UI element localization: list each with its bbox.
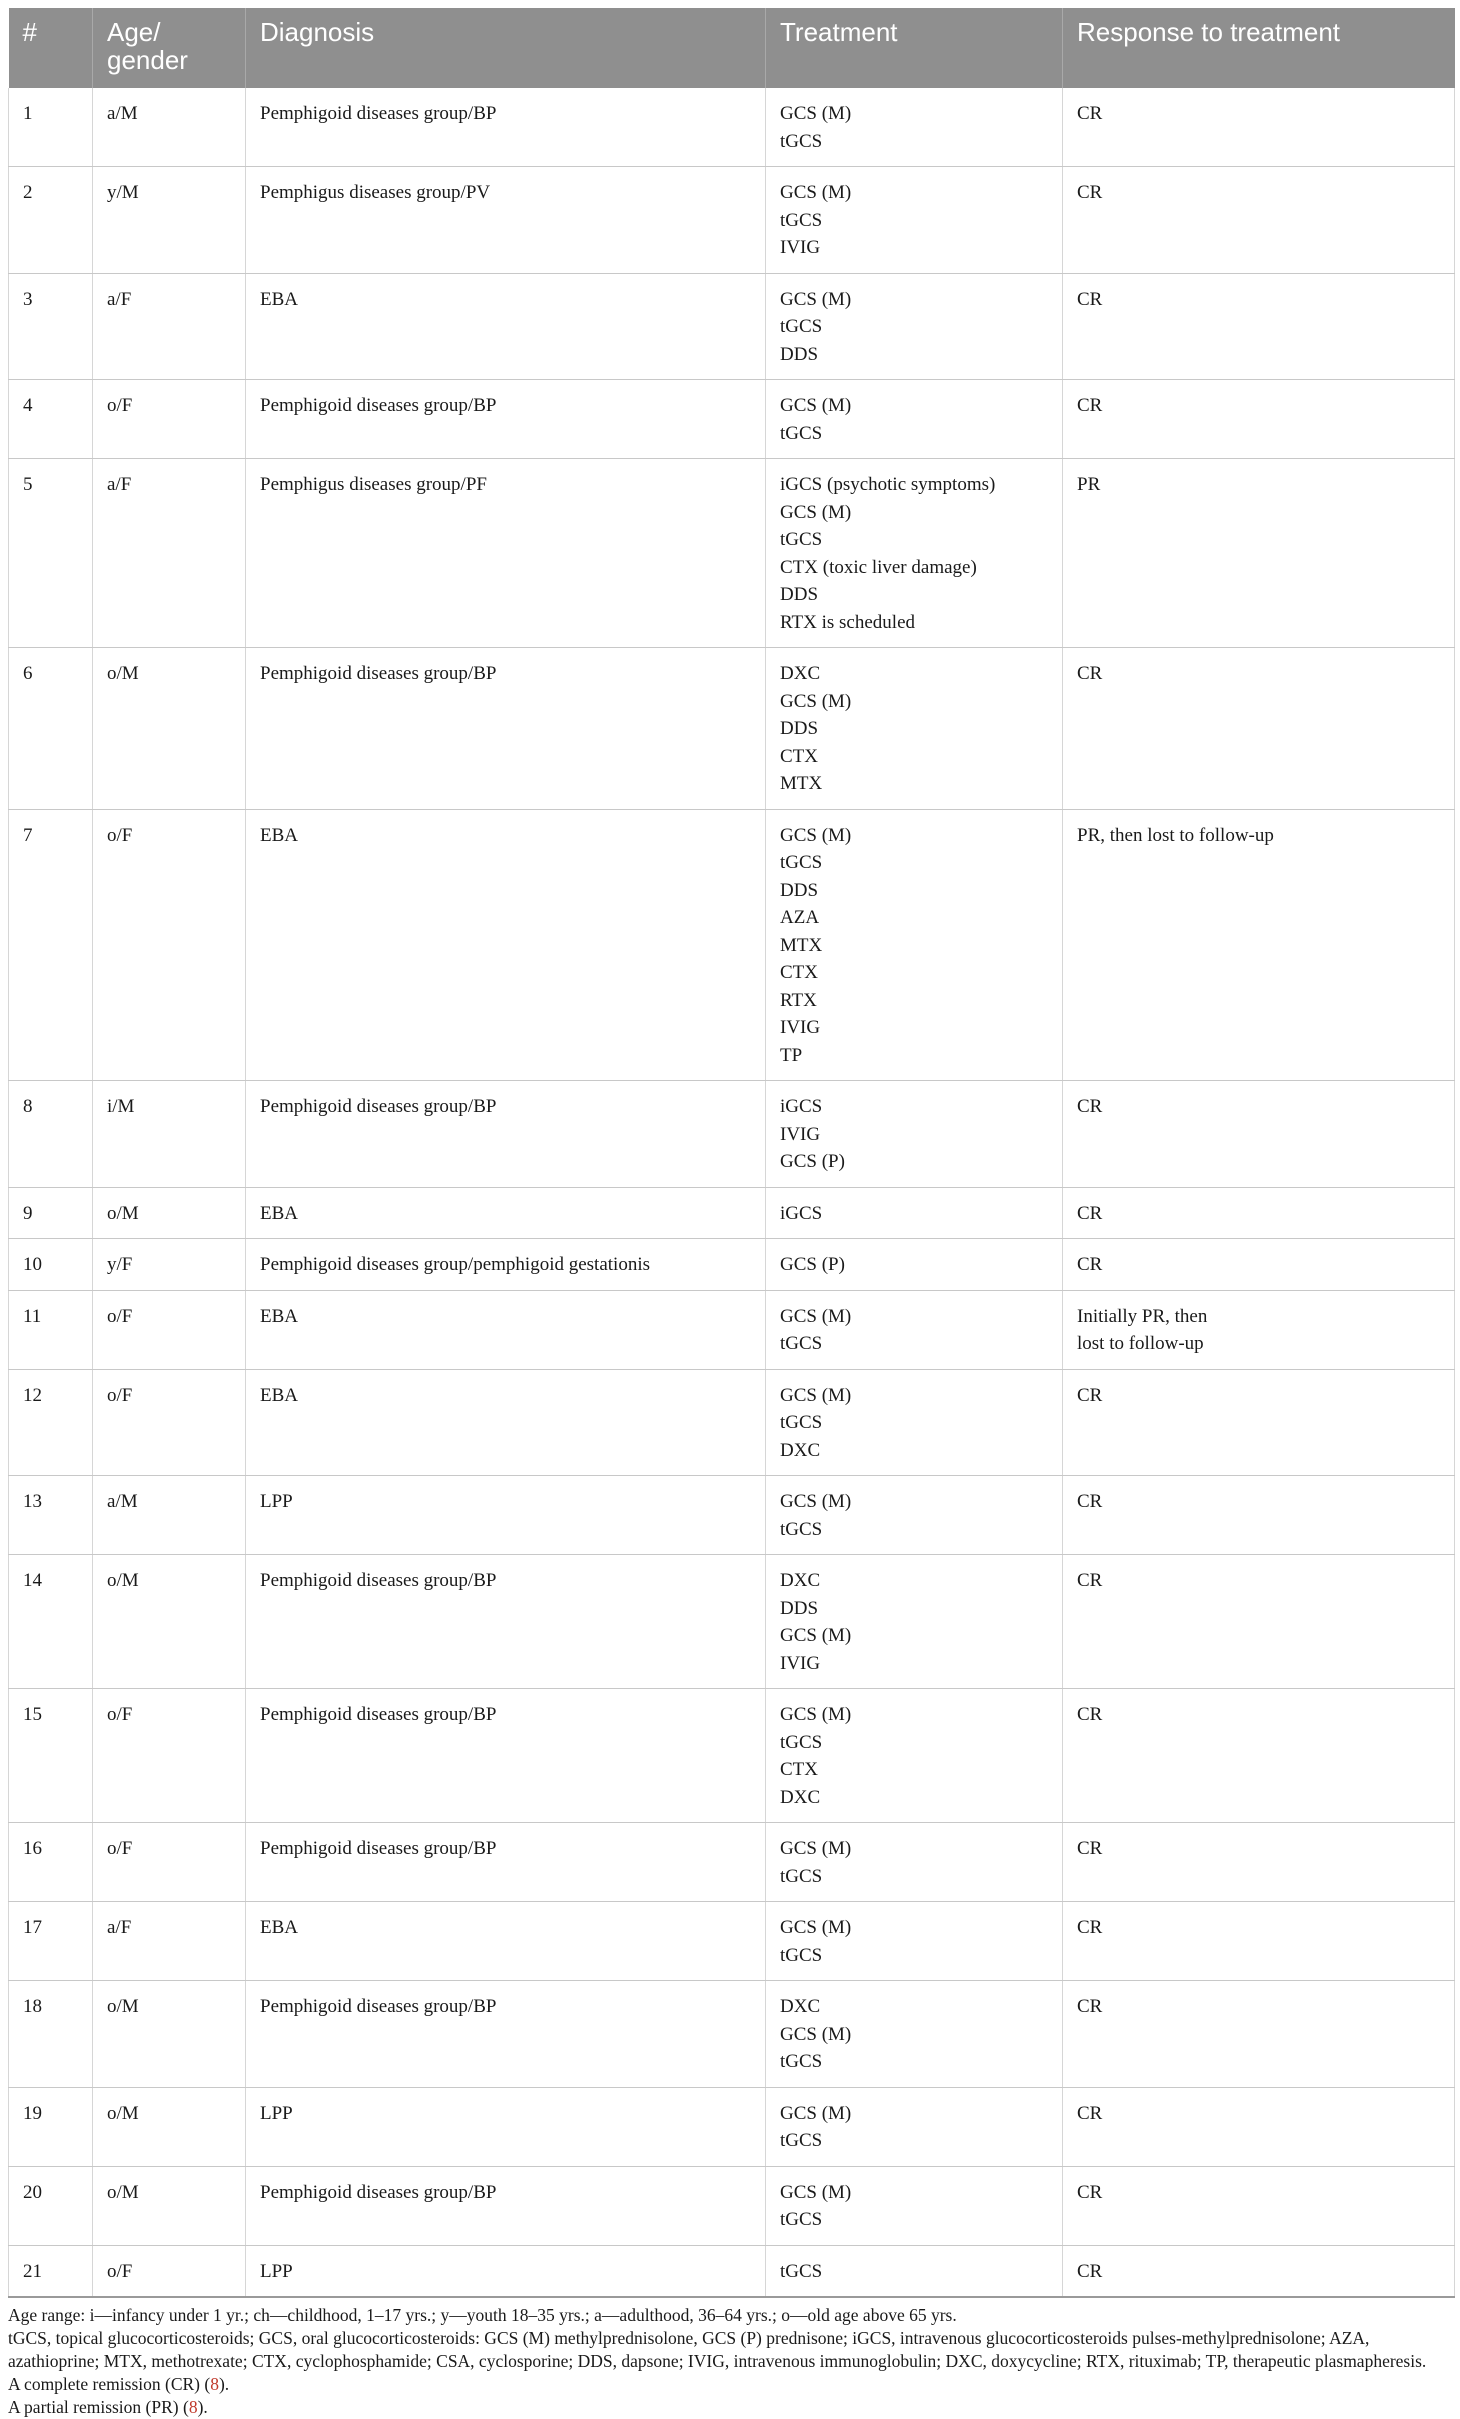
treatment-item: IVIG bbox=[780, 1123, 821, 1145]
table-row bbox=[9, 1981, 1455, 2088]
treatment-item: IVIG bbox=[780, 1017, 821, 1038]
table-row bbox=[9, 1081, 1455, 1188]
table-row bbox=[9, 88, 1455, 167]
treatment-item: MTX bbox=[780, 773, 823, 794]
cell-number: 6 bbox=[9, 648, 93, 810]
treatment-item: DDS bbox=[780, 1597, 819, 1619]
response-text: CR bbox=[1077, 2102, 1103, 2124]
treatment-item: GCS (M) bbox=[780, 1917, 852, 1938]
cell-response bbox=[1063, 1689, 1455, 1823]
table-row bbox=[9, 1476, 1455, 1555]
cell-treatment bbox=[766, 1555, 1063, 1689]
cell-age-gender: a/F bbox=[93, 273, 246, 380]
cell-number: 9 bbox=[9, 1187, 93, 1239]
table-row bbox=[9, 380, 1455, 459]
treatment-item: tGCS bbox=[780, 1865, 823, 1887]
response-text: PR bbox=[1077, 474, 1101, 495]
cell-treatment bbox=[766, 1823, 1063, 1902]
cell-response bbox=[1063, 459, 1455, 648]
treatment-item: iGCS bbox=[780, 1096, 823, 1117]
cell-treatment bbox=[766, 648, 1063, 810]
response-text: CR bbox=[1077, 103, 1103, 124]
cell-number: 11 bbox=[9, 1290, 93, 1369]
header-treatment: Treatment bbox=[766, 8, 1063, 88]
cell-age-gender: o/M bbox=[93, 1981, 246, 2088]
treatment-item: DDS bbox=[780, 343, 819, 365]
treatment-item: DXC bbox=[780, 1996, 821, 2017]
treatment-item: GCS (M) bbox=[780, 182, 852, 203]
cell-response bbox=[1063, 1187, 1455, 1239]
cell-number: 15 bbox=[9, 1689, 93, 1823]
table-row bbox=[9, 648, 1455, 810]
cell-number: 16 bbox=[9, 1823, 93, 1902]
cell-age-gender: a/M bbox=[93, 88, 246, 167]
cell-response bbox=[1063, 273, 1455, 380]
patients-table bbox=[8, 8, 1455, 2298]
cell-response bbox=[1063, 1290, 1455, 1369]
treatment-item: tGCS bbox=[780, 1944, 823, 1966]
cell-treatment bbox=[766, 88, 1063, 167]
cell-diagnosis: Pemphigoid diseases group/BP bbox=[246, 1081, 766, 1188]
treatment-item: tGCS bbox=[780, 852, 823, 873]
cell-number: 3 bbox=[9, 273, 93, 380]
cell-treatment bbox=[766, 2087, 1063, 2166]
treatment-item: DXC bbox=[780, 663, 821, 684]
table-row bbox=[9, 1187, 1455, 1239]
header-response: Response to treatment bbox=[1063, 8, 1455, 88]
cell-age-gender: o/M bbox=[93, 1187, 246, 1239]
response-text: Initially PR, then bbox=[1077, 1305, 1208, 1327]
treatment-item: tGCS bbox=[780, 1518, 823, 1540]
cell-response bbox=[1063, 2087, 1455, 2166]
response-text: CR bbox=[1077, 288, 1103, 310]
cell-age-gender: a/M bbox=[93, 1476, 246, 1555]
response-text: CR bbox=[1077, 1096, 1103, 1117]
table-row bbox=[9, 2245, 1455, 2297]
cell-treatment bbox=[766, 1239, 1063, 1291]
cell-age-gender: o/M bbox=[93, 648, 246, 810]
cell-age-gender: y/M bbox=[93, 167, 246, 274]
cell-diagnosis: Pemphigoid diseases group/BP bbox=[246, 1555, 766, 1689]
cell-age-gender: a/F bbox=[93, 1902, 246, 1981]
treatment-item: GCS (M) bbox=[780, 288, 852, 310]
header-diagnosis: Diagnosis bbox=[246, 8, 766, 88]
response-text: CR bbox=[1077, 2260, 1103, 2282]
cell-treatment bbox=[766, 459, 1063, 648]
table-row bbox=[9, 2087, 1455, 2166]
treatment-item: GCS (M) bbox=[780, 1491, 852, 1512]
treatment-item: DDS bbox=[780, 584, 819, 605]
treatment-item: GCS (P) bbox=[780, 1151, 845, 1172]
cell-response bbox=[1063, 2245, 1455, 2297]
table-row bbox=[9, 167, 1455, 274]
cell-response bbox=[1063, 1081, 1455, 1188]
treatment-item: IVIG bbox=[780, 237, 821, 258]
cell-response bbox=[1063, 167, 1455, 274]
treatment-item: tGCS bbox=[780, 130, 823, 152]
treatment-item: tGCS bbox=[780, 1731, 823, 1753]
cell-treatment bbox=[766, 1187, 1063, 1239]
cell-response bbox=[1063, 1476, 1455, 1555]
response-text: CR bbox=[1077, 1838, 1103, 1859]
cell-diagnosis: Pemphigus diseases group/PV bbox=[246, 167, 766, 274]
cell-number: 20 bbox=[9, 2166, 93, 2245]
cell-treatment bbox=[766, 380, 1063, 459]
cell-response bbox=[1063, 1823, 1455, 1902]
treatment-item: DXC bbox=[780, 1570, 821, 1591]
cell-age-gender: o/F bbox=[93, 809, 246, 1081]
cell-number: 5 bbox=[9, 459, 93, 648]
treatment-item: GCS (M) bbox=[780, 103, 852, 124]
response-text: CR bbox=[1077, 395, 1103, 416]
treatment-item: RTX is scheduled bbox=[780, 611, 916, 633]
cell-diagnosis: EBA bbox=[246, 1369, 766, 1476]
treatment-item: DXC bbox=[780, 1439, 821, 1461]
footnote-cr-text: A complete remission (CR) ( bbox=[8, 2374, 211, 2394]
cell-diagnosis: EBA bbox=[246, 809, 766, 1081]
cell-response bbox=[1063, 809, 1455, 1081]
cell-response bbox=[1063, 1981, 1455, 2088]
footnote-partial-remission bbox=[8, 2396, 1454, 2419]
footnote-pr-text: A partial remission (PR) ( bbox=[8, 2397, 189, 2417]
cell-diagnosis: LPP bbox=[246, 2245, 766, 2297]
treatment-item: GCS (P) bbox=[780, 1254, 845, 1275]
cell-number: 18 bbox=[9, 1981, 93, 2088]
table-row bbox=[9, 1823, 1455, 1902]
table-body bbox=[9, 88, 1455, 2297]
footnote-pr-end: ). bbox=[197, 2397, 208, 2417]
cell-treatment bbox=[766, 1081, 1063, 1188]
cell-diagnosis: Pemphigoid diseases group/BP bbox=[246, 1823, 766, 1902]
table-footnotes bbox=[8, 2304, 1454, 2419]
treatment-item: tGCS bbox=[780, 1412, 823, 1433]
cell-number: 8 bbox=[9, 1081, 93, 1188]
response-text: CR bbox=[1077, 1996, 1103, 2017]
cell-treatment bbox=[766, 167, 1063, 274]
treatment-item: tGCS bbox=[780, 2051, 823, 2072]
cell-treatment bbox=[766, 1369, 1063, 1476]
table-row bbox=[9, 1369, 1455, 1476]
treatment-item: GCS (M) bbox=[780, 690, 852, 712]
cell-number: 7 bbox=[9, 809, 93, 1081]
cell-treatment bbox=[766, 2166, 1063, 2245]
response-text: CR bbox=[1077, 1917, 1103, 1938]
cell-response bbox=[1063, 648, 1455, 810]
treatment-item: CTX bbox=[780, 745, 818, 767]
cell-number: 4 bbox=[9, 380, 93, 459]
table-header-row bbox=[9, 8, 1455, 88]
cell-age-gender: i/M bbox=[93, 1081, 246, 1188]
cell-number: 19 bbox=[9, 2087, 93, 2166]
treatment-item: GCS (M) bbox=[780, 1305, 852, 1327]
response-text: CR bbox=[1077, 2181, 1103, 2203]
treatment-item: CTX bbox=[780, 1759, 818, 1780]
treatment-item: iGCS (psychotic symptoms) bbox=[780, 474, 996, 495]
cell-diagnosis: Pemphigoid diseases group/pemphigoid gestationis bbox=[246, 1239, 766, 1291]
footnote-age-range: Age range: i—infancy under 1 yr.; ch—childhood, 1–17 yrs.; y—youth 18–35 yrs.; a—adulthood, 36–64 yrs.; o—old age above 65 yrs. bbox=[8, 2305, 957, 2325]
cell-number: 21 bbox=[9, 2245, 93, 2297]
cell-diagnosis: EBA bbox=[246, 1187, 766, 1239]
header-age-gender: Age/ gender bbox=[93, 8, 246, 88]
treatment-item: tGCS bbox=[780, 2130, 823, 2151]
cell-age-gender: o/F bbox=[93, 2245, 246, 2297]
cell-age-gender: o/F bbox=[93, 1369, 246, 1476]
table-row bbox=[9, 1239, 1455, 1291]
treatment-item: GCS (M) bbox=[780, 395, 852, 416]
cell-age-gender: o/F bbox=[93, 1689, 246, 1823]
treatment-item: RTX bbox=[780, 989, 817, 1011]
cell-age-gender: y/F bbox=[93, 1239, 246, 1291]
response-text: CR bbox=[1077, 1254, 1103, 1275]
cell-treatment bbox=[766, 2245, 1063, 2297]
cell-response bbox=[1063, 1239, 1455, 1291]
footnote-cr-end: ). bbox=[218, 2374, 230, 2394]
cell-number: 1 bbox=[9, 88, 93, 167]
cell-treatment bbox=[766, 1689, 1063, 1823]
document-page bbox=[8, 8, 1454, 2419]
treatment-item: AZA bbox=[780, 907, 820, 928]
treatment-item: DDS bbox=[780, 718, 819, 739]
reference-link[interactable]: 8 bbox=[188, 2397, 198, 2417]
cell-response bbox=[1063, 1902, 1455, 1981]
cell-number: 17 bbox=[9, 1902, 93, 1981]
cell-age-gender: o/F bbox=[93, 380, 246, 459]
table-row bbox=[9, 273, 1455, 380]
treatment-item: iGCS bbox=[780, 1202, 823, 1224]
treatment-item: GCS (M) bbox=[780, 501, 852, 523]
cell-diagnosis: EBA bbox=[246, 1902, 766, 1981]
cell-treatment bbox=[766, 273, 1063, 380]
cell-diagnosis: Pemphigoid diseases group/BP bbox=[246, 2166, 766, 2245]
cell-response bbox=[1063, 88, 1455, 167]
header-number: # bbox=[9, 8, 93, 88]
treatment-item: tGCS bbox=[780, 316, 823, 337]
cell-diagnosis: Pemphigoid diseases group/BP bbox=[246, 1689, 766, 1823]
response-text: CR bbox=[1077, 1491, 1103, 1512]
treatment-item: tGCS bbox=[780, 529, 823, 550]
treatment-item: tGCS bbox=[780, 2209, 823, 2230]
table-row bbox=[9, 1689, 1455, 1823]
treatment-item: CTX (toxic liver damage) bbox=[780, 556, 977, 578]
treatment-item: GCS (M) bbox=[780, 1625, 852, 1646]
cell-diagnosis: Pemphigoid diseases group/BP bbox=[246, 380, 766, 459]
cell-diagnosis: LPP bbox=[246, 2087, 766, 2166]
response-text: lost to follow-up bbox=[1077, 1333, 1204, 1354]
table-row bbox=[9, 809, 1455, 1081]
cell-treatment bbox=[766, 1476, 1063, 1555]
table-row bbox=[9, 1290, 1455, 1369]
response-text: CR bbox=[1077, 1202, 1103, 1224]
treatment-item: tGCS bbox=[780, 2260, 823, 2282]
table-row bbox=[9, 2166, 1455, 2245]
cell-age-gender: a/F bbox=[93, 459, 246, 648]
table-row bbox=[9, 1555, 1455, 1689]
cell-treatment bbox=[766, 1902, 1063, 1981]
treatment-item: GCS (M) bbox=[780, 1704, 852, 1725]
treatment-item: TP bbox=[780, 1044, 803, 1066]
treatment-item: tGCS bbox=[780, 209, 823, 231]
response-text: CR bbox=[1077, 1704, 1103, 1725]
cell-diagnosis: EBA bbox=[246, 1290, 766, 1369]
cell-treatment bbox=[766, 809, 1063, 1081]
cell-diagnosis: Pemphigus diseases group/PF bbox=[246, 459, 766, 648]
cell-diagnosis: Pemphigoid diseases group/BP bbox=[246, 88, 766, 167]
response-text: CR bbox=[1077, 182, 1103, 203]
response-text: CR bbox=[1077, 1384, 1103, 1406]
cell-age-gender: o/F bbox=[93, 1823, 246, 1902]
cell-age-gender: o/M bbox=[93, 1555, 246, 1689]
treatment-item: DXC bbox=[780, 1786, 821, 1808]
treatment-item: GCS (M) bbox=[780, 1384, 852, 1406]
cell-response bbox=[1063, 1369, 1455, 1476]
cell-diagnosis: LPP bbox=[246, 1476, 766, 1555]
cell-number: 10 bbox=[9, 1239, 93, 1291]
cell-age-gender: o/M bbox=[93, 2087, 246, 2166]
table-row bbox=[9, 1902, 1455, 1981]
cell-number: 14 bbox=[9, 1555, 93, 1689]
cell-diagnosis: Pemphigoid diseases group/BP bbox=[246, 1981, 766, 2088]
cell-number: 12 bbox=[9, 1369, 93, 1476]
treatment-item: tGCS bbox=[780, 1333, 823, 1354]
response-text: CR bbox=[1077, 1570, 1103, 1591]
cell-age-gender: o/F bbox=[93, 1290, 246, 1369]
treatment-item: GCS (M) bbox=[780, 2023, 852, 2045]
treatment-item: GCS (M) bbox=[780, 2102, 852, 2124]
treatment-item: CTX bbox=[780, 962, 818, 983]
treatment-item: GCS (M) bbox=[780, 824, 852, 846]
response-text: PR, then lost to follow-up bbox=[1077, 824, 1274, 846]
treatment-item: IVIG bbox=[780, 1652, 821, 1674]
cell-treatment bbox=[766, 1981, 1063, 2088]
treatment-item: tGCS bbox=[780, 422, 823, 444]
cell-number: 13 bbox=[9, 1476, 93, 1555]
cell-response bbox=[1063, 1555, 1455, 1689]
cell-response bbox=[1063, 2166, 1455, 2245]
treatment-item: GCS (M) bbox=[780, 2181, 852, 2203]
response-text: CR bbox=[1077, 663, 1103, 684]
treatment-item: MTX bbox=[780, 934, 823, 956]
footnote-complete-remission bbox=[8, 2373, 1454, 2396]
treatment-item: GCS (M) bbox=[780, 1838, 852, 1859]
cell-response bbox=[1063, 380, 1455, 459]
table-row bbox=[9, 459, 1455, 648]
reference-link[interactable]: 8 bbox=[210, 2374, 219, 2394]
cell-diagnosis: Pemphigoid diseases group/BP bbox=[246, 648, 766, 810]
footnote-abbreviations: tGCS, topical glucocorticosteroids; GCS, oral glucocorticosteroids: GCS (M) methylprednisolone, GCS (P) prednisone; iGCS, intravenous glucocorticosteroids pulses-methylprednisolone; AZA, azathioprine; MTX, methotrexate; CTX, cyclophosphamide; CSA, cyclosporine; DDS, dapsone; IVIG, intravenous immunoglobulin; DXC, doxycycline; RTX, rituximab; TP, therapeutic plasmapheresis. bbox=[8, 2328, 1427, 2371]
cell-age-gender: o/M bbox=[93, 2166, 246, 2245]
cell-treatment bbox=[766, 1290, 1063, 1369]
treatment-item: DDS bbox=[780, 879, 819, 901]
cell-diagnosis: EBA bbox=[246, 273, 766, 380]
cell-number: 2 bbox=[9, 167, 93, 274]
